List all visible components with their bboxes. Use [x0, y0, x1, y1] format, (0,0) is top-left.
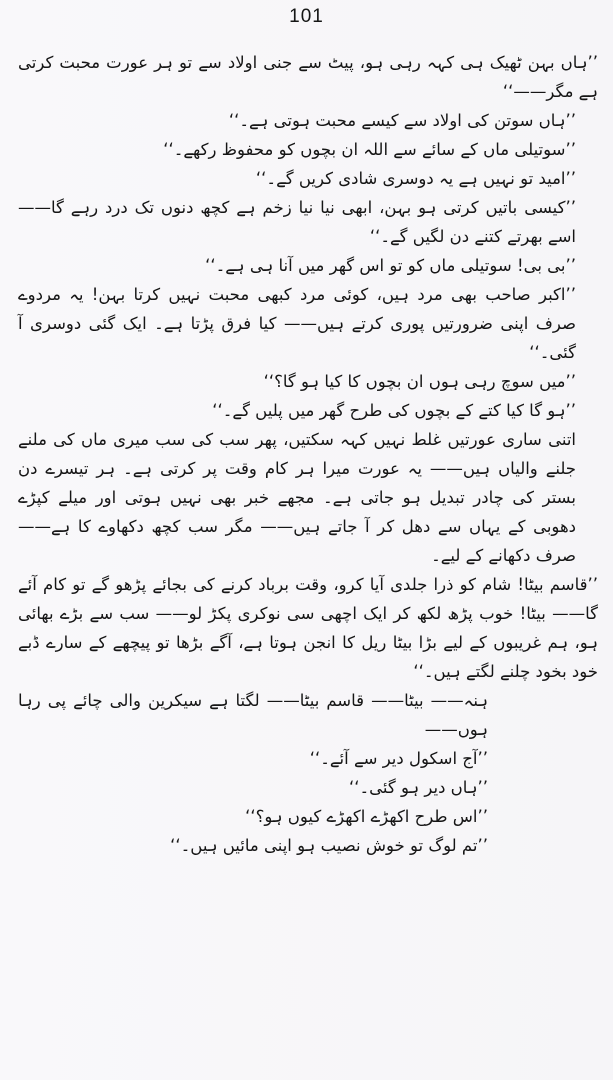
paragraph: ’’بی بی! سوتیلی ماں کو تو اس گھر میں آنا ہی ہے۔‘‘ — [205, 256, 576, 275]
page-number: 101 — [289, 6, 324, 27]
paragraph: ’’کیسی باتیں کرتی ہو بہن، ابھی نیا نیا زخم ہے کچھ دنوں تک درد رہے گا—— اسے بھرتے کتنے دن لگیں گے۔‘‘ — [18, 198, 576, 246]
paragraph: ہنہ—— بیٹا—— قاسم بیٹا—— لگتا ہے سیکرین والی چائے پی رہا ہوں—— — [18, 691, 488, 739]
paragraph: ’’اس طرح اکھڑے اکھڑے کیوں ہو؟‘‘ — [245, 807, 488, 826]
paragraph: ’’اکبر صاحب بھی مرد ہیں، کوئی مرد کبھی محبت نہیں کرتا بہن! یہ مردوے صرف اپنی ضرورتیں پوری کرتے ہیں—— کیا فرق پڑتا ہے۔ ایک گئی دوسری آ گئی۔‘‘ — [18, 285, 576, 362]
paragraph: ’’ہاں بہن ٹھیک ہی کہہ رہی ہو، پیٹ سے جنی اولاد سے تو ہر عورت محبت کرتی ہے مگر——‘‘ — [18, 53, 598, 101]
paragraph: ’’ہو گا کیا کتے کے بچوں کی طرح گھر میں پلیں گے۔‘‘ — [212, 401, 576, 420]
paragraph: ’’ہاں دیر ہو گئی۔‘‘ — [348, 778, 488, 797]
paragraph: ’’قاسم بیٹا! شام کو ذرا جلدی آیا کرو، وقت برباد کرنے کی بجائے پڑھو گے تو کام آئے گا—— بیٹا! خوب پڑھ لکھ کر ایک اچھی سی نوکری پکڑ لو—— سب سے بڑے بھائی ہو، ہم غریبوں کے لیے بڑا بیٹا ریل کا انجن ہوتا ہے، آگے بڑھا تو پیچھے کے سارے ڈبے خود بخود چلنے لگتے ہیں۔‘‘ — [18, 575, 598, 681]
page-text — [18, 48, 598, 860]
paragraph: ’’تم لوگ تو خوش نصیب ہو اپنی مائیں ہیں۔‘‘ — [170, 836, 488, 855]
paragraph: ’’آج اسکول دیر سے آئے۔‘‘ — [309, 749, 488, 768]
paragraph: ’’میں سوچ رہی ہوں ان بچوں کا کیا ہو گا؟‘‘ — [263, 372, 576, 391]
paragraph: ’’سوتیلی ماں کے سائے سے اللہ ان بچوں کو محفوظ رکھے۔‘‘ — [163, 140, 576, 159]
paragraph: ’’امید تو نہیں ہے یہ دوسری شادی کریں گے۔‘‘ — [255, 169, 576, 188]
paragraph: اتنی ساری عورتیں غلط نہیں کہہ سکتیں، پھر سب کی سب میری ماں کی ملنے جلنے والیاں ہیں—— یہ عورت میرا ہر کام وقت پر کرتی ہے۔ ہر تیسرے دن بستر کی چادر تبدیل ہو جاتی ہے۔ مجھے خبر بھی نہیں ہوتی اور میلے کپڑے دھوبی کے یہاں سے دھل کر آ جاتے ہیں—— مگر سب کچھ دکھاوے کا ہے—— صرف دکھانے کے لیے۔ — [18, 430, 576, 565]
paragraph: ’’ہاں سوتن کی اولاد سے کیسے محبت ہوتی ہے۔‘‘ — [228, 111, 576, 130]
